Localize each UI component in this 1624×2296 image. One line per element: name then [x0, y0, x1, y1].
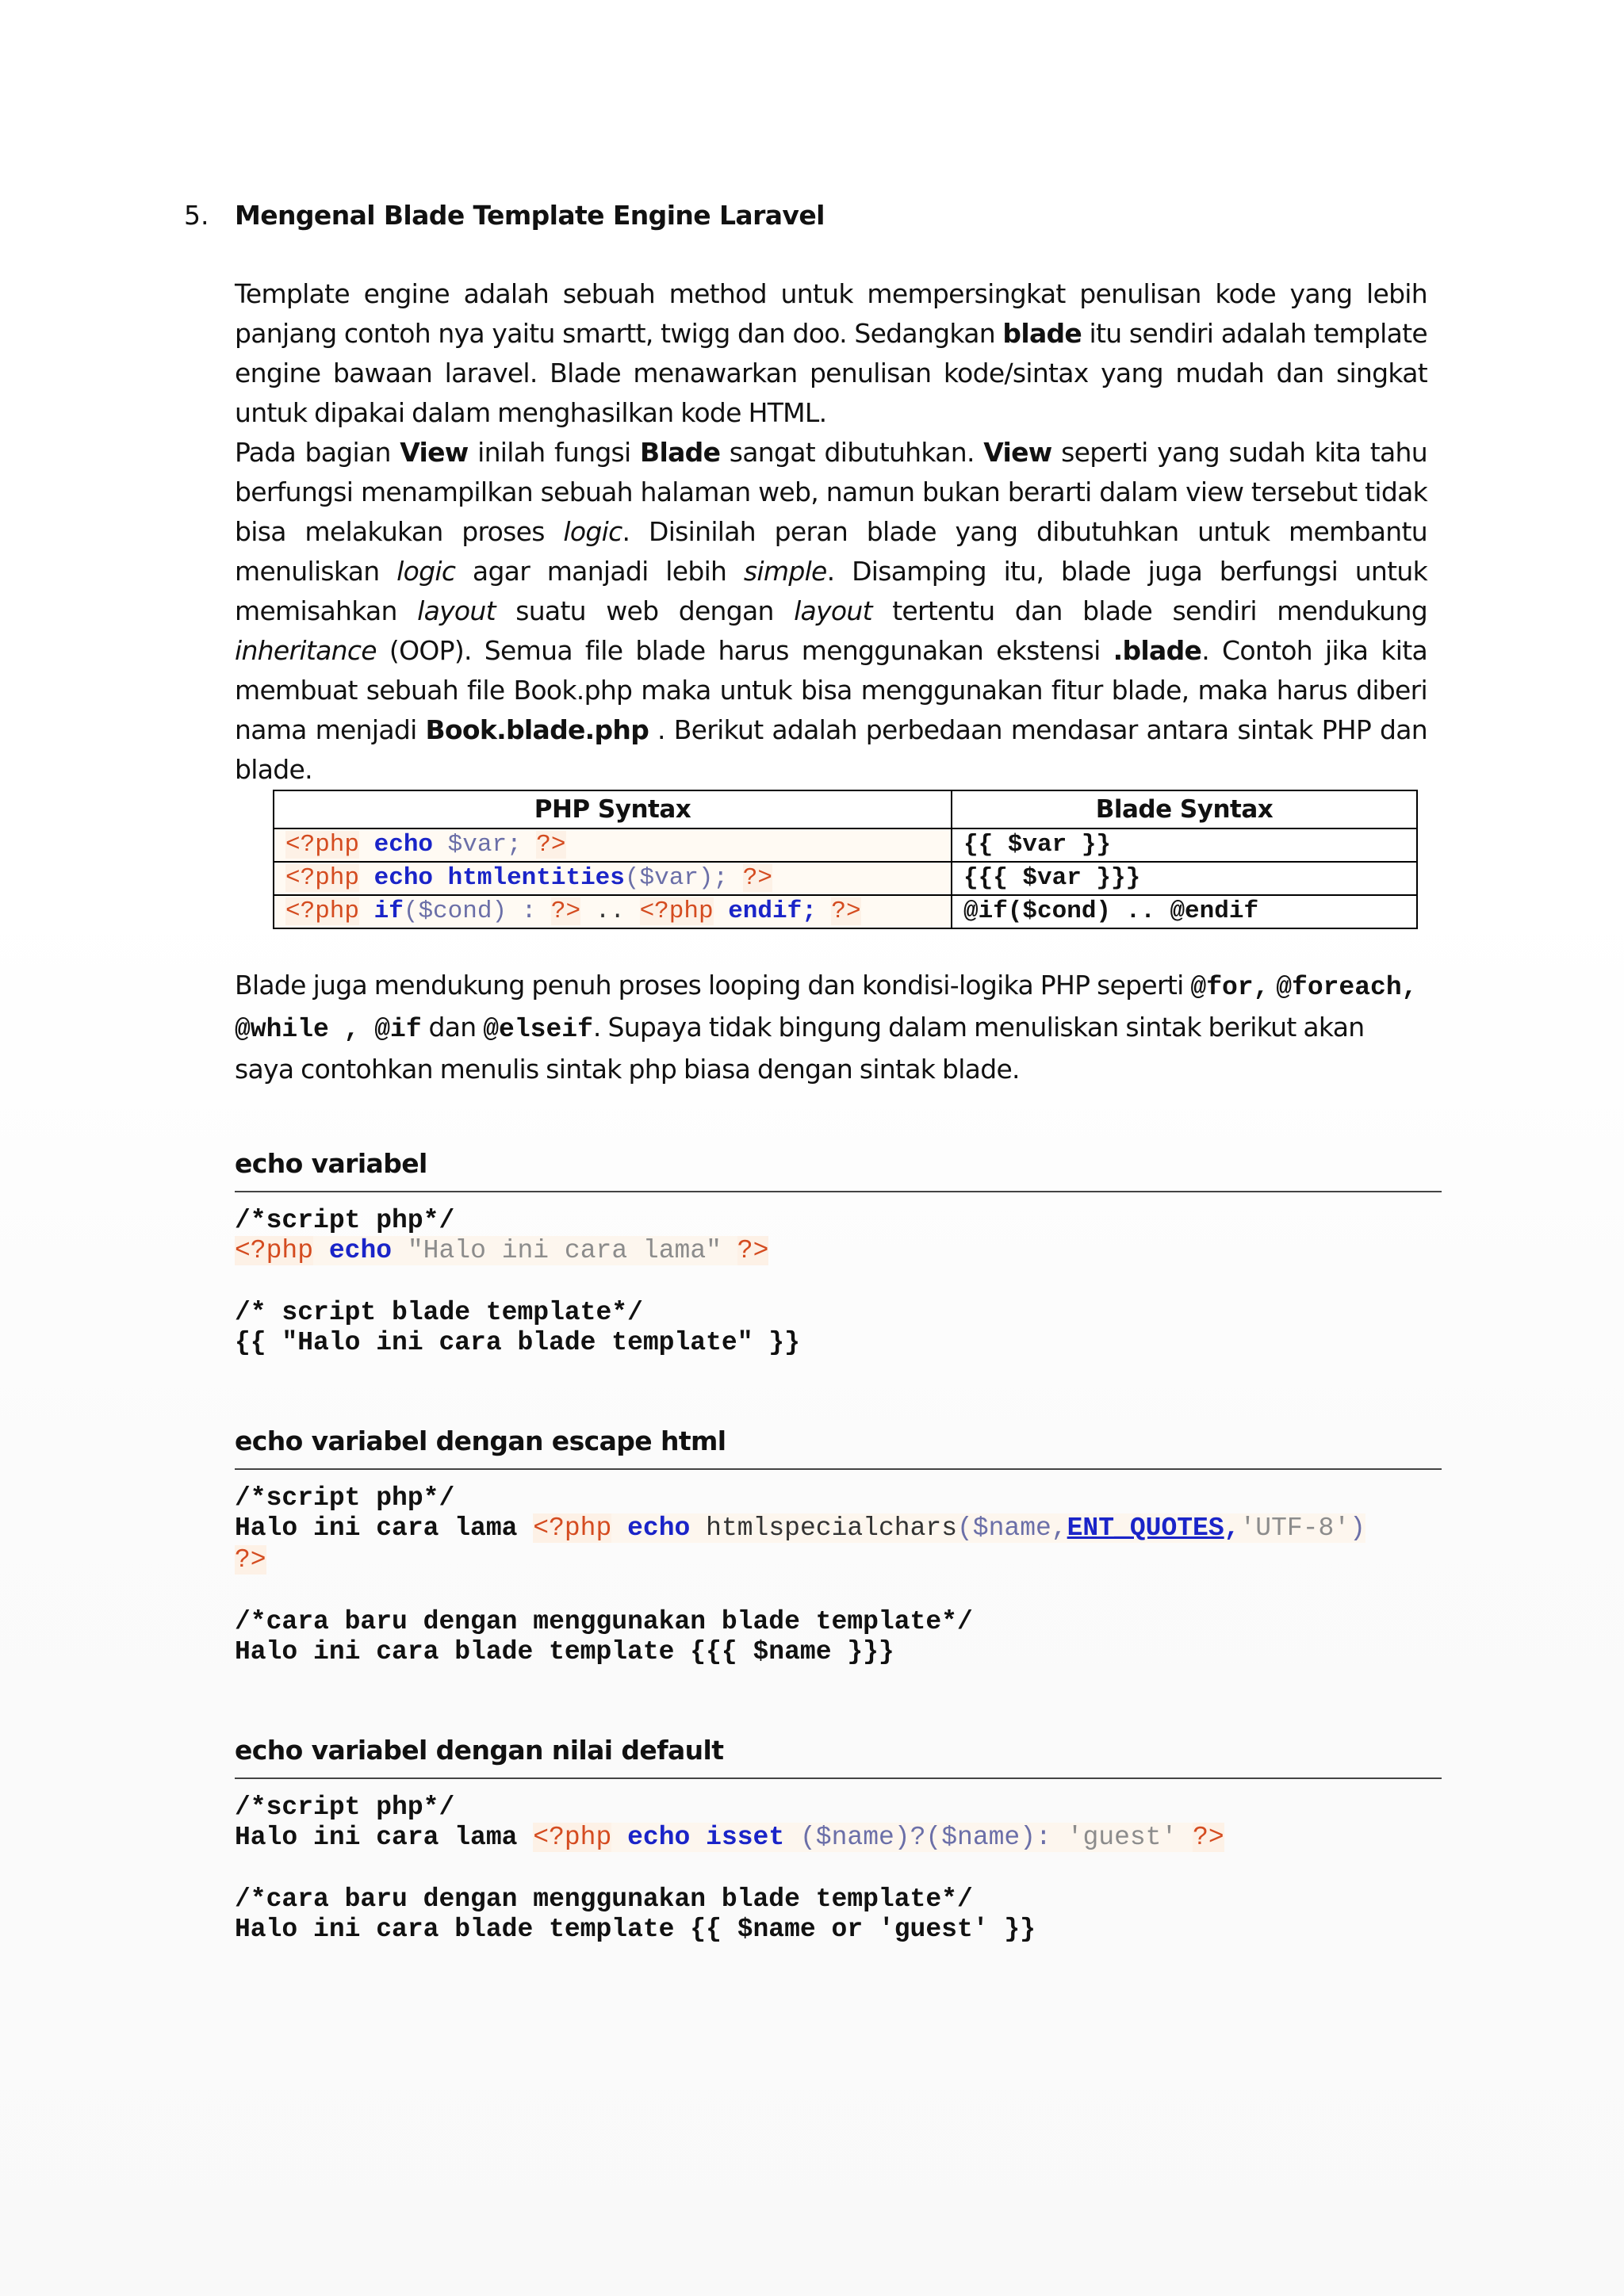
intro-paragraph-1 [235, 274, 1427, 433]
section-divider [235, 1777, 1442, 1779]
italic-text: layout [417, 595, 496, 626]
php-function: isset [706, 1823, 785, 1852]
text: Pada bagian [235, 437, 400, 468]
php-constant: ENT_QUOTES [1067, 1513, 1224, 1543]
php-code-line [235, 1544, 266, 1576]
bold-text: .blade [1113, 635, 1202, 666]
italic-text: logic [563, 516, 622, 547]
text: agar manjadi lebih [455, 556, 744, 587]
blade-code-line: {{ "Halo ini cara blade template" }} [235, 1328, 800, 1357]
php-open-tag: <?php [285, 897, 360, 925]
code-comment: /* script blade template*/ [235, 1298, 643, 1327]
page-background [0, 896, 1624, 2296]
code-comment: /*cara baru dengan menggunakan blade template*/ [235, 1885, 973, 1914]
plain-text: Halo ini cara lama [235, 1513, 534, 1543]
php-syntax-cell [274, 828, 952, 862]
text: itu sendiri adalah template engine bawaan laravel. Blade menawarkan penulisan kode/sintax yang mudah dan singkat untuk dipakai dalam menghasilkan kode HTML. [235, 318, 1427, 428]
italic-text: layout [794, 595, 872, 626]
italic-text: logic [396, 556, 456, 587]
php-close-tag: ?> [550, 897, 581, 925]
code-elseif: @elseif [483, 1015, 593, 1044]
italic-text: inheritance [235, 635, 377, 666]
section-divider [235, 1191, 1442, 1192]
section-divider [235, 1468, 1442, 1470]
php-code-block [533, 1513, 1365, 1543]
php-syntax-cell [274, 895, 952, 928]
subsection-title: echo variabel [235, 1148, 427, 1179]
php-arguments: ($var); [624, 864, 729, 892]
code-comment: /*script php*/ [235, 1206, 455, 1235]
php-string: 'guest' [1067, 1823, 1178, 1852]
php-open-tag: <?php [235, 1236, 314, 1265]
code-for: @for, [1190, 973, 1270, 1002]
php-comma: , [1224, 1513, 1240, 1543]
code-comment: /*cara baru dengan menggunakan blade template*/ [235, 1607, 973, 1636]
text: . Supaya tidak bingung dalam menuliskan sintak berikut akan saya contohkan menulis sintak php biasa dengan sintak blade. [235, 1012, 1365, 1085]
bold-text: Blade [640, 437, 721, 468]
separator: , [328, 1015, 375, 1044]
text: . Disamping itu, blade juga berfungsi untuk memisahkan [235, 556, 1427, 626]
php-arguments: ($name, [957, 1513, 1067, 1543]
php-code-block [235, 1236, 768, 1265]
php-open-tag: <?php [285, 831, 360, 859]
php-keyword: echo [627, 1513, 691, 1543]
looping-paragraph [235, 966, 1427, 1089]
text: sangat dibutuhkan. [720, 437, 984, 468]
table-header-row [274, 790, 1417, 828]
table-row [274, 862, 1417, 895]
blade-code-line: Halo ini cara blade template {{ $name or 'guest' }} [235, 1915, 1036, 1944]
syntax-comparison-table [273, 790, 1418, 929]
php-open-tag: <?php [285, 864, 360, 892]
php-keyword: if [373, 897, 404, 925]
php-function: htmlspecialchars [706, 1513, 957, 1543]
text: Template engine adalah sebuah method untuk mempersingkat penulisan kode yang lebih panjang contoh nya yaitu smartt, twigg dan doo. Sedangkan [235, 278, 1427, 349]
code-comment: /*script php*/ [235, 1483, 455, 1513]
text: . Disinilah peran blade yang dibutuhkan untuk membantu menuliskan [235, 516, 1427, 587]
text: Blade juga mendukung penuh proses looping dan kondisi-logika PHP seperti [235, 970, 1191, 1001]
php-close-tag: ?> [235, 1545, 266, 1575]
php-colon: : [521, 897, 537, 925]
php-string: 'UTF-8' [1239, 1513, 1350, 1543]
blade-syntax-cell: {{{ $var }}} [952, 862, 1417, 895]
php-keyword: echo [373, 831, 434, 859]
bold-text: Book.blade.php [425, 714, 649, 745]
blade-syntax-cell: {{ $var }} [952, 828, 1417, 862]
php-function: htmlentities [447, 864, 625, 892]
blade-syntax-cell: @if($cond) .. @endif [952, 895, 1417, 928]
text: tertentu dan blade sendiri mendukung [871, 595, 1427, 626]
text: . Berikut adalah perbedaan mendasar antara sintak PHP dan blade. [235, 714, 1427, 785]
php-close-tag: ?> [737, 1236, 769, 1265]
php-close-tag: ?> [831, 897, 861, 925]
subsection-title: echo variabel dengan escape html [235, 1425, 726, 1456]
subsection-title: echo variabel dengan nilai default [235, 1735, 724, 1766]
bold-text: View [400, 437, 469, 468]
code-foreach: @foreach, [1276, 973, 1418, 1002]
table-row [274, 828, 1417, 862]
blade-code-line: Halo ini cara blade template {{{ $name }}} [235, 1637, 894, 1667]
php-keyword: echo [627, 1823, 691, 1852]
php-code-block [533, 1823, 1224, 1852]
php-variable: $var; [447, 831, 522, 859]
php-close-tag: ?> [536, 831, 566, 859]
text: dan [421, 1012, 484, 1043]
intro-paragraph-2 [235, 433, 1427, 790]
php-code-line [235, 1513, 1365, 1544]
section-title: Mengenal Blade Template Engine Laravel [235, 200, 825, 231]
php-open-tag: <?php [639, 897, 714, 925]
column-header-blade: Blade Syntax [952, 790, 1417, 828]
table-row [274, 895, 1417, 928]
php-syntax-cell [274, 862, 952, 895]
text: inilah fungsi [468, 437, 641, 468]
text: suatu web dengan [495, 595, 795, 626]
php-keyword: echo [373, 864, 434, 892]
php-arguments: ($name)?($name): [799, 1823, 1051, 1852]
php-close-tag: ?> [742, 864, 772, 892]
bold-text: blade [1002, 318, 1082, 349]
code-while: @while [235, 1015, 329, 1044]
ellipsis-dots: .. [595, 897, 625, 925]
php-code-line [235, 1235, 768, 1267]
column-header-php: PHP Syntax [274, 790, 952, 828]
php-code-line [235, 1822, 1224, 1854]
code-comment: /*script php*/ [235, 1793, 455, 1822]
php-arguments: ($cond) [403, 897, 508, 925]
php-paren: ) [1350, 1513, 1365, 1543]
php-close-tag: ?> [1193, 1823, 1224, 1852]
php-keyword: endif; [728, 897, 817, 925]
text: seperti yang sudah kita tahu berfungsi menampilkan sebuah halaman web, namun bukan berarti dalam view tersebut tidak bisa melakukan proses [235, 437, 1427, 547]
bold-text: View [983, 437, 1052, 468]
section-number: 5. [184, 200, 209, 231]
php-open-tag: <?php [533, 1823, 612, 1852]
php-keyword: echo [328, 1236, 393, 1265]
italic-text: simple [743, 556, 827, 587]
php-string: "Halo ini cara lama" [407, 1236, 722, 1265]
text: . Contoh jika kita membuat sebuah file Book.php maka untuk bisa menggunakan fitur blade, maka harus diberi nama menjadi [235, 635, 1427, 745]
plain-text: Halo ini cara lama [235, 1823, 534, 1852]
code-if: @if [374, 1015, 422, 1044]
text: (OOP). Semua file blade harus menggunakan ekstensi [376, 635, 1113, 666]
php-open-tag: <?php [533, 1513, 612, 1543]
